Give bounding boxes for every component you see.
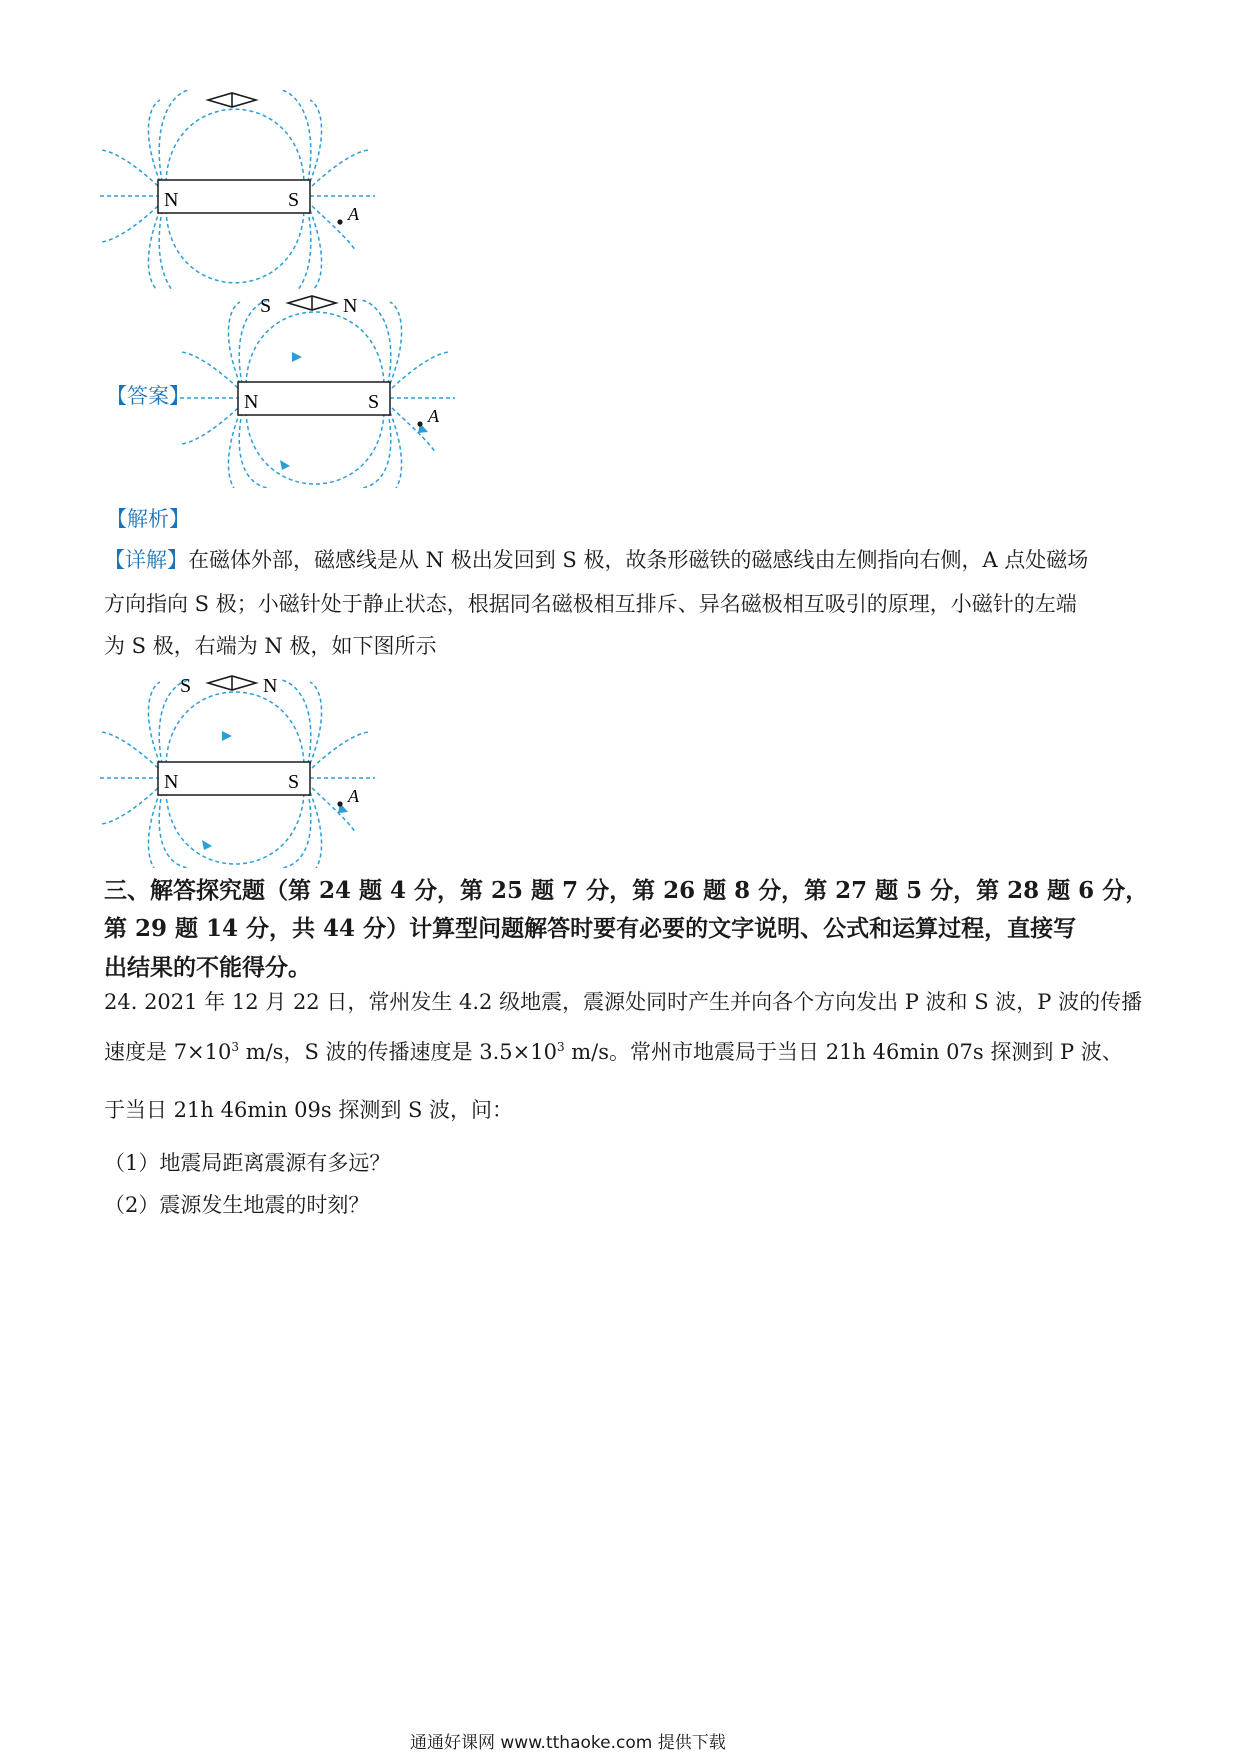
needle-n-label: N bbox=[343, 295, 358, 317]
answer-tag: 【答案】 bbox=[106, 384, 190, 408]
page-footer: 通通好课网 www.tthaoke.com 提供下载 bbox=[410, 1733, 726, 1753]
detail-line-2: 方向指向 S 极；小磁针处于静止状态，根据同名磁极相互排斥、异名磁极相互吸引的原理，小磁针的左端 bbox=[104, 592, 1077, 616]
needle-n-label: N bbox=[263, 675, 278, 697]
section-title-line-1: 三、解答探究题（第 24 题 4 分，第 25 题 7 分，第 26 题 8 分，第 27 题 5 分，第 28 题 6 分， bbox=[104, 877, 1149, 904]
needle-s-label: S bbox=[260, 295, 272, 317]
point-a-label: A bbox=[348, 204, 359, 224]
magnet-s-label: S bbox=[288, 771, 300, 793]
field-arrow-icon bbox=[280, 460, 290, 470]
detail-line-1: 【详解】在磁体外部，磁感线是从 N 极出发回到 S 极，故条形磁铁的磁感线由左侧指向右侧，A 点处磁场 bbox=[104, 548, 1089, 572]
magnet-n-label: N bbox=[164, 771, 179, 793]
point-a-label: A bbox=[348, 786, 359, 806]
q24-sub-question-2: （2）震源发生地震的时刻？ bbox=[104, 1193, 370, 1217]
detail-tag: 【详解】 bbox=[104, 548, 188, 572]
section-title-line-3: 出结果的不能得分。 bbox=[104, 954, 311, 981]
section-title-line-2: 第 29 题 14 分，共 44 分）计算型问题解答时要有必要的文字说明、公式和运算过程，直接写 bbox=[104, 915, 1077, 942]
field-arrow-icon bbox=[202, 840, 212, 850]
magnet-figure-detail bbox=[100, 668, 390, 868]
point-a-label: A bbox=[428, 406, 439, 426]
magnet-n-label: N bbox=[164, 189, 179, 211]
q24-line-2: 速度是 $7\times 10^3$ m/s，S 波的传播速度是 $3.5\times 10^3$ m/s。常州市地震局于当日 21h 46min 07s 探测到 P 波、 bbox=[104, 1040, 1123, 1064]
magnet-s-label: S bbox=[368, 391, 380, 413]
magnet-figure-question bbox=[100, 90, 390, 290]
magnet-s-label: S bbox=[288, 189, 300, 211]
detail-line-3: 为 S 极，右端为 N 极，如下图所示 bbox=[104, 634, 437, 658]
p-wave-speed: 7×10 bbox=[173, 1040, 232, 1064]
q24-line-1: 24. 2021 年 12 月 22 日，常州发生 4.2 级地震，震源处同时产生并向各个方向发出 P 波和 S 波，P 波的传播 bbox=[104, 990, 1143, 1014]
q24-line-3: 于当日 21h 46min 09s 探测到 S 波，问： bbox=[104, 1098, 514, 1122]
analysis-tag: 【解析】 bbox=[106, 507, 190, 531]
field-arrow-icon bbox=[292, 352, 302, 362]
q24-sub-question-1: （1）地震局距离震源有多远？ bbox=[104, 1151, 391, 1175]
s-wave-speed: 3.5×10 bbox=[479, 1040, 557, 1064]
field-arrow-icon bbox=[222, 731, 232, 741]
needle-s-label: S bbox=[180, 675, 192, 697]
magnet-n-label: N bbox=[244, 391, 259, 413]
magnet-figure-answer bbox=[180, 288, 470, 488]
